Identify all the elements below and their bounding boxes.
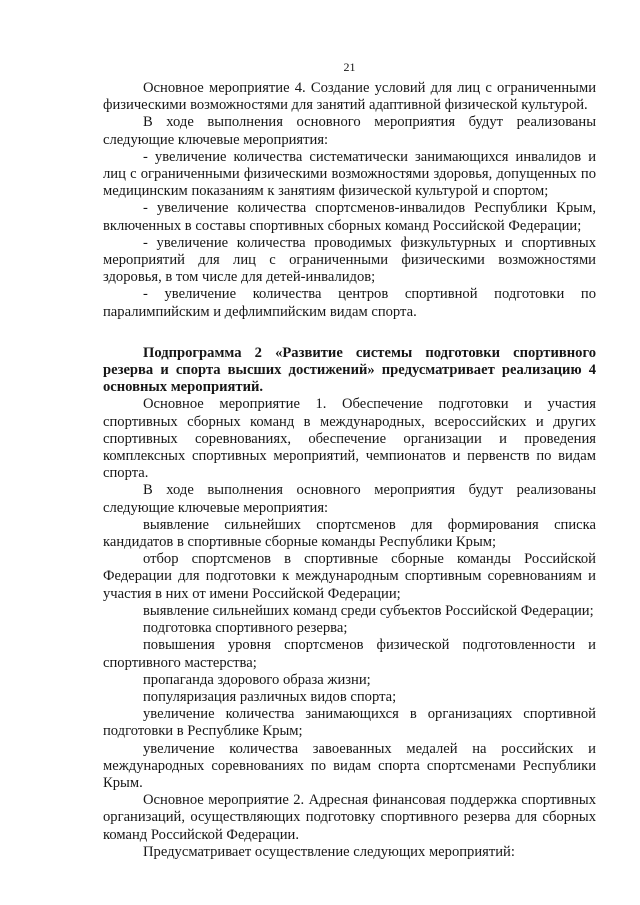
list-item: - увеличение количества спортсменов-инвалидов Республики Крым, включенных в составы спортивных сборных команд Российской Федерации;	[103, 200, 596, 234]
list-item: увеличение количества завоеванных медалей на российских и международных соревнованиях по видам спорта спортсменами Республики Крым.	[103, 740, 596, 791]
list-item: повышения уровня спортсменов физической подготовленности и спортивного мастерства;	[103, 637, 596, 671]
list-item: популяризация различных видов спорта;	[143, 688, 397, 705]
list-item: пропаганда здорового образа жизни;	[143, 671, 371, 688]
paragraph-provides: Предусматривает осуществление следующих мероприятий:	[143, 843, 515, 860]
document-page	[103, 60, 596, 861]
paragraph-key-measures-intro: В ходе выполнения основного мероприятия будут реализованы следующие ключевые мероприятия:	[103, 114, 596, 148]
page-number: 21	[343, 60, 356, 74]
list-item: - увеличение количества систематически занимающихся инвалидов и лиц с ограниченными физическими возможностями здоровья, допущенных по медицинским показаниям к занятиям физической культурой и спортом;	[103, 148, 596, 200]
list-item: - увеличение количества центров спортивной подготовки по паралимпийским и дефлимпийским видам спорта.	[103, 286, 596, 320]
list-item: - увеличение количества проводимых физкультурных и спортивных мероприятий для лиц с ограниченными физическими возможностями здоровья, в том числе для детей-инвалидов;	[103, 234, 596, 286]
paragraph-measure-1: Основное мероприятие 1. Обеспечение подготовки и участия спортивных сборных команд в международных, всероссийских и других спортивных соревнованиях, обеспечение организации и проведения комплексных спортивных мероприятий, чемпионатов и первенств по видам спорта.	[103, 396, 596, 482]
paragraph-measure-2: Основное мероприятие 2. Адресная финансовая поддержка спортивных организаций, осуществляющих подготовку спортивного резерва для сборных команд Российской Федерации.	[103, 792, 596, 843]
list-item: подготовка спортивного резерва;	[143, 620, 348, 637]
list-item: выявление сильнейших спортсменов для формирования списка кандидатов в спортивные сборные команды Республики Крым;	[103, 516, 596, 551]
list-item: выявление сильнейших команд среди субъектов Российской Федерации;	[143, 602, 594, 619]
paragraph-measure-4: Основное мероприятие 4. Создание условий для лиц с ограниченными физическими возможностями для занятий адаптивной физической культурой.	[103, 80, 596, 114]
subprogram-2-heading: Подпрограмма 2 «Развитие системы подготовки спортивного резерва и спорта высших достижений» предусматривает реализацию 4 основных мероприятий.	[103, 344, 596, 396]
list-item: увеличение количества занимающихся в организациях спортивной подготовки в Республике Крым;	[103, 706, 596, 740]
paragraph-key-measures-intro: В ходе выполнения основного мероприятия будут реализованы следующие ключевые мероприятия:	[103, 482, 596, 516]
list-item: отбор спортсменов в спортивные сборные команды Российской Федерации для подготовки к международным спортивным соревнованиям и участия в них от имени Российской Федерации;	[103, 551, 596, 602]
